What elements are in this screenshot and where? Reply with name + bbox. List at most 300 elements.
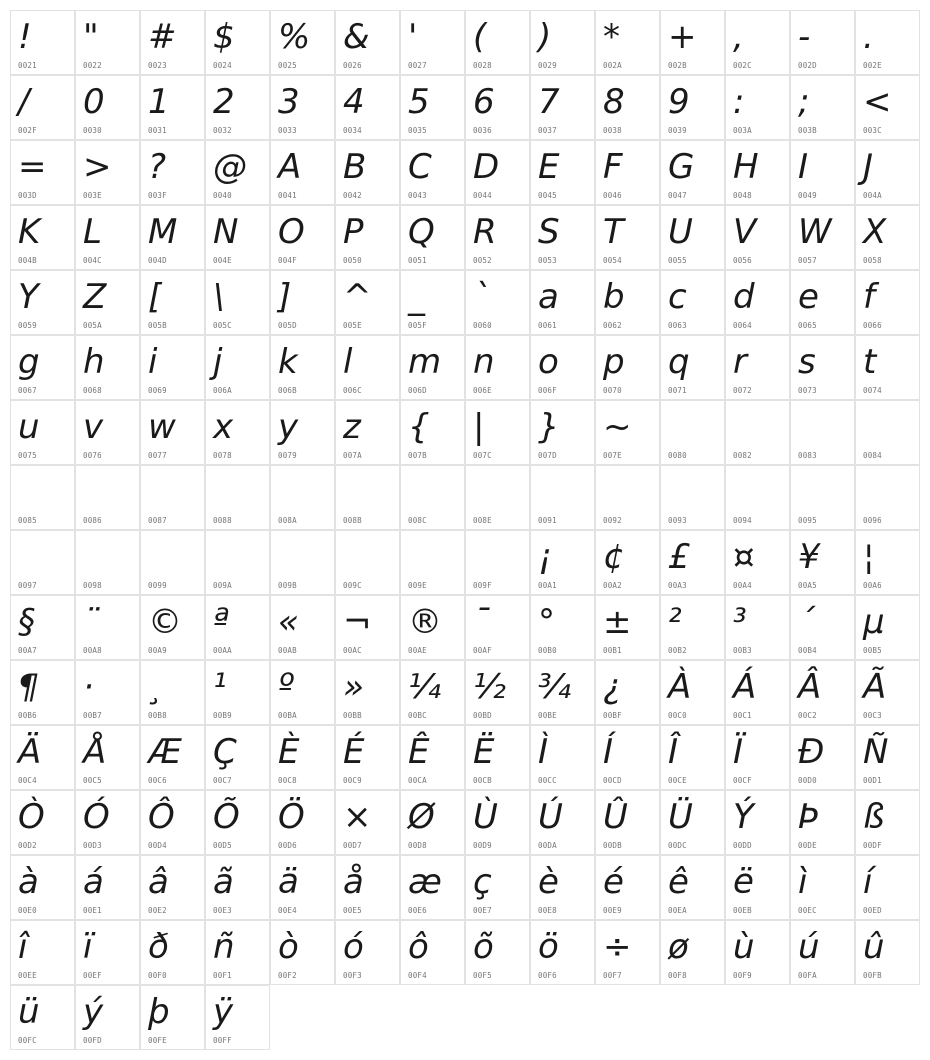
glyph-codepoint-label: 0050	[343, 256, 362, 265]
glyph-cell	[10, 530, 75, 595]
glyph-cell	[790, 270, 855, 335]
glyph-cell	[205, 725, 270, 790]
glyph-cell	[660, 75, 725, 140]
glyph-codepoint-label: 00E8	[538, 906, 557, 915]
glyph-cell	[335, 920, 400, 985]
glyph-cell	[75, 855, 140, 920]
glyph-character: 6	[473, 82, 495, 122]
glyph-character: 8	[603, 82, 625, 122]
glyph-character: æ	[408, 862, 442, 902]
glyph-codepoint-label: 00F6	[538, 971, 557, 980]
glyph-cell	[205, 855, 270, 920]
glyph-cell	[595, 75, 660, 140]
glyph-character: s	[798, 342, 816, 382]
glyph-codepoint-label: 0038	[603, 126, 622, 135]
glyph-character: §	[18, 602, 35, 642]
glyph-codepoint-label: 0091	[538, 516, 557, 525]
glyph-codepoint-label: 00B5	[863, 646, 882, 655]
glyph-character: X	[863, 212, 887, 252]
glyph-cell	[660, 270, 725, 335]
glyph-codepoint-label: 00C7	[213, 776, 232, 785]
glyph-character: V	[733, 212, 757, 252]
glyph-cell	[660, 205, 725, 270]
glyph-character: Ç	[213, 732, 237, 772]
glyph-character: °	[538, 602, 555, 642]
glyph-codepoint-label: 00C5	[83, 776, 102, 785]
glyph-codepoint-label: 0035	[408, 126, 427, 135]
glyph-character: ~	[603, 407, 632, 447]
glyph-codepoint-label: 00A8	[83, 646, 102, 655]
glyph-character: u	[18, 407, 40, 447]
glyph-codepoint-label: 00B1	[603, 646, 622, 655]
glyph-character: ñ	[213, 927, 235, 967]
glyph-codepoint-label: 00AA	[213, 646, 232, 655]
glyph-codepoint-label: 0029	[538, 61, 557, 70]
glyph-codepoint-label: 00BD	[473, 711, 492, 720]
glyph-codepoint-label: 00B8	[148, 711, 167, 720]
glyph-cell	[725, 920, 790, 985]
glyph-cell	[855, 855, 920, 920]
glyph-codepoint-label: 00BC	[408, 711, 427, 720]
glyph-character: Ý	[733, 797, 754, 837]
glyph-cell	[270, 595, 335, 660]
glyph-cell	[400, 725, 465, 790]
glyph-character: 4	[343, 82, 365, 122]
glyph-character: z	[343, 407, 361, 447]
glyph-character: a	[538, 277, 559, 317]
glyph-cell	[725, 465, 790, 530]
glyph-codepoint-label: 00C3	[863, 711, 882, 720]
glyph-codepoint-label: 0053	[538, 256, 557, 265]
glyph-character: ª	[213, 602, 230, 642]
glyph-cell	[75, 465, 140, 530]
glyph-character: Â	[798, 667, 822, 707]
glyph-cell	[10, 920, 75, 985]
glyph-character: x	[213, 407, 234, 447]
glyph-codepoint-label: 0079	[278, 451, 297, 460]
glyph-character: H	[733, 147, 759, 187]
glyph-codepoint-label: 00D6	[278, 841, 297, 850]
glyph-codepoint-label: 0074	[863, 386, 882, 395]
glyph-cell	[270, 270, 335, 335]
glyph-codepoint-label: 0021	[18, 61, 37, 70]
glyph-cell	[465, 530, 530, 595]
glyph-cell	[205, 75, 270, 140]
glyph-cell	[725, 530, 790, 595]
glyph-cell	[205, 920, 270, 985]
glyph-codepoint-label: 00BE	[538, 711, 557, 720]
glyph-cell	[465, 595, 530, 660]
glyph-codepoint-label: 0056	[733, 256, 752, 265]
glyph-codepoint-label: 00C6	[148, 776, 167, 785]
glyph-codepoint-label: 00F5	[473, 971, 492, 980]
glyph-cell	[270, 725, 335, 790]
glyph-codepoint-label: 005B	[148, 321, 167, 330]
glyph-grid	[10, 10, 920, 1050]
glyph-codepoint-label: 00F3	[343, 971, 362, 980]
glyph-character: î	[18, 927, 28, 967]
glyph-character: p	[603, 342, 625, 382]
glyph-codepoint-label: 003E	[83, 191, 102, 200]
glyph-codepoint-label: 00CA	[408, 776, 427, 785]
glyph-codepoint-label: 00CF	[733, 776, 752, 785]
glyph-character: ¼	[408, 667, 441, 707]
glyph-character: Í	[603, 732, 614, 772]
glyph-cell	[530, 595, 595, 660]
glyph-character: |	[473, 407, 485, 447]
glyph-codepoint-label: 00D5	[213, 841, 232, 850]
glyph-character: }	[538, 407, 560, 447]
glyph-cell	[400, 855, 465, 920]
glyph-codepoint-label: 007E	[603, 451, 622, 460]
glyph-codepoint-label: 004F	[278, 256, 297, 265]
glyph-codepoint-label: 0086	[83, 516, 102, 525]
glyph-codepoint-label: 009A	[213, 581, 232, 590]
glyph-cell	[660, 335, 725, 400]
glyph-character: O	[278, 212, 305, 252]
glyph-character: Ø	[408, 797, 435, 837]
glyph-cell	[725, 270, 790, 335]
glyph-cell	[270, 465, 335, 530]
glyph-codepoint-label: 00F7	[603, 971, 622, 980]
glyph-codepoint-label: 0080	[668, 451, 687, 460]
glyph-character: *	[603, 17, 620, 57]
glyph-codepoint-label: 003B	[798, 126, 817, 135]
glyph-character: ¡	[538, 537, 552, 577]
glyph-character: à	[18, 862, 39, 902]
glyph-character: N	[213, 212, 239, 252]
glyph-character: (	[473, 17, 487, 57]
glyph-codepoint-label: 00A6	[863, 581, 882, 590]
glyph-cell	[205, 140, 270, 205]
glyph-cell	[790, 400, 855, 465]
glyph-codepoint-label: 00FB	[863, 971, 882, 980]
glyph-codepoint-label: 00C1	[733, 711, 752, 720]
glyph-character: ú	[798, 927, 820, 967]
glyph-cell	[270, 790, 335, 855]
glyph-codepoint-label: 006D	[408, 386, 427, 395]
glyph-codepoint-label: 0098	[83, 581, 102, 590]
glyph-codepoint-label: 00AE	[408, 646, 427, 655]
glyph-character: ü	[18, 992, 40, 1032]
glyph-character: ô	[408, 927, 429, 967]
glyph-character: ]	[278, 277, 292, 317]
glyph-character: å	[343, 862, 364, 902]
glyph-cell	[725, 790, 790, 855]
glyph-codepoint-label: 00C2	[798, 711, 817, 720]
glyph-codepoint-label: 004A	[863, 191, 882, 200]
glyph-cell	[855, 270, 920, 335]
glyph-cell	[790, 10, 855, 75]
glyph-character: ×	[343, 797, 372, 837]
glyph-codepoint-label: 00A2	[603, 581, 622, 590]
glyph-codepoint-label: 00AB	[278, 646, 297, 655]
glyph-codepoint-label: 00EE	[18, 971, 37, 980]
glyph-codepoint-label: 0041	[278, 191, 297, 200]
glyph-cell	[335, 595, 400, 660]
glyph-codepoint-label: 00CD	[603, 776, 622, 785]
glyph-character: ?	[148, 147, 167, 187]
glyph-cell	[530, 660, 595, 725]
glyph-cell	[335, 530, 400, 595]
glyph-codepoint-label: 0022	[83, 61, 102, 70]
glyph-codepoint-label: 00C8	[278, 776, 297, 785]
glyph-character: Æ	[148, 732, 182, 772]
glyph-character: ß	[863, 797, 885, 837]
glyph-codepoint-label: 0039	[668, 126, 687, 135]
glyph-codepoint-label: 00A7	[18, 646, 37, 655]
glyph-character: ·	[83, 667, 94, 707]
glyph-character: q	[668, 342, 690, 382]
glyph-character: Ó	[83, 797, 110, 837]
glyph-cell	[855, 595, 920, 660]
glyph-codepoint-label: 00A1	[538, 581, 557, 590]
glyph-codepoint-label: 006C	[343, 386, 362, 395]
glyph-character: õ	[473, 927, 494, 967]
glyph-character: Å	[83, 732, 107, 772]
glyph-character: ´	[798, 602, 815, 642]
glyph-cell	[335, 335, 400, 400]
glyph-character: ¶	[18, 667, 40, 707]
glyph-cell	[725, 10, 790, 75]
glyph-codepoint-label: 00FA	[798, 971, 817, 980]
glyph-cell	[660, 400, 725, 465]
glyph-cell	[140, 985, 205, 1050]
glyph-cell	[465, 855, 530, 920]
glyph-cell	[140, 205, 205, 270]
glyph-character: £	[668, 537, 690, 577]
glyph-cell	[75, 790, 140, 855]
glyph-codepoint-label: 00EB	[733, 906, 752, 915]
glyph-codepoint-label: 0064	[733, 321, 752, 330]
glyph-codepoint-label: 0031	[148, 126, 167, 135]
glyph-character: :	[733, 82, 745, 122]
glyph-character: ¾	[538, 667, 571, 707]
glyph-codepoint-label: 009B	[278, 581, 297, 590]
glyph-character: ¥	[798, 537, 820, 577]
glyph-character: &	[343, 17, 370, 57]
glyph-cell	[855, 205, 920, 270]
glyph-cell	[270, 10, 335, 75]
glyph-cell	[530, 75, 595, 140]
glyph-codepoint-label: 00A5	[798, 581, 817, 590]
glyph-character: Ù	[473, 797, 498, 837]
glyph-codepoint-label: 002D	[798, 61, 817, 70]
glyph-cell	[725, 660, 790, 725]
glyph-character: S	[538, 212, 560, 252]
glyph-cell	[140, 595, 205, 660]
glyph-cell	[10, 465, 75, 530]
glyph-cell	[205, 530, 270, 595]
glyph-cell	[855, 400, 920, 465]
glyph-codepoint-label: 007A	[343, 451, 362, 460]
glyph-codepoint-label: 0055	[668, 256, 687, 265]
glyph-codepoint-label: 00D2	[18, 841, 37, 850]
glyph-codepoint-label: 00E2	[148, 906, 167, 915]
glyph-codepoint-label: 00BF	[603, 711, 622, 720]
glyph-codepoint-label: 00EC	[798, 906, 817, 915]
glyph-codepoint-label: 00BA	[278, 711, 297, 720]
glyph-character: j	[213, 342, 223, 382]
glyph-cell	[140, 790, 205, 855]
glyph-codepoint-label: 00DF	[863, 841, 882, 850]
glyph-cell	[140, 855, 205, 920]
glyph-codepoint-label: 008E	[473, 516, 492, 525]
glyph-character: Ü	[668, 797, 693, 837]
glyph-cell	[10, 335, 75, 400]
glyph-cell	[335, 270, 400, 335]
glyph-character: [	[148, 277, 162, 317]
glyph-cell	[595, 920, 660, 985]
glyph-codepoint-label: 0065	[798, 321, 817, 330]
glyph-cell	[790, 855, 855, 920]
glyph-codepoint-label: 00EA	[668, 906, 687, 915]
glyph-character: Ï	[733, 732, 744, 772]
glyph-cell	[10, 400, 75, 465]
glyph-cell	[790, 75, 855, 140]
glyph-codepoint-label: 006A	[213, 386, 232, 395]
glyph-cell	[855, 140, 920, 205]
glyph-character: º	[278, 667, 295, 707]
glyph-character: w	[148, 407, 176, 447]
glyph-cell	[335, 660, 400, 725]
glyph-cell	[855, 725, 920, 790]
glyph-character: e	[798, 277, 819, 317]
glyph-cell	[465, 270, 530, 335]
glyph-character: Ò	[18, 797, 45, 837]
glyph-character: Õ	[213, 797, 240, 837]
glyph-cell	[10, 270, 75, 335]
glyph-codepoint-label: 007B	[408, 451, 427, 460]
glyph-cell	[205, 400, 270, 465]
glyph-cell	[400, 140, 465, 205]
glyph-character: C	[408, 147, 432, 187]
glyph-character: í	[863, 862, 873, 902]
glyph-codepoint-label: 004C	[83, 256, 102, 265]
glyph-codepoint-label: 007D	[538, 451, 557, 460]
glyph-cell	[660, 10, 725, 75]
glyph-cell	[530, 335, 595, 400]
glyph-character: T	[603, 212, 624, 252]
glyph-character: 5	[408, 82, 430, 122]
glyph-cell	[270, 920, 335, 985]
glyph-codepoint-label: 0037	[538, 126, 557, 135]
glyph-codepoint-label: 006B	[278, 386, 297, 395]
glyph-cell	[270, 530, 335, 595]
glyph-cell	[725, 75, 790, 140]
glyph-codepoint-label: 00C0	[668, 711, 687, 720]
glyph-cell	[205, 270, 270, 335]
glyph-cell	[75, 140, 140, 205]
glyph-cell	[205, 335, 270, 400]
glyph-codepoint-label: 0027	[408, 61, 427, 70]
glyph-character: ã	[213, 862, 234, 902]
glyph-codepoint-label: 00C4	[18, 776, 37, 785]
glyph-cell	[140, 920, 205, 985]
glyph-cell	[530, 790, 595, 855]
glyph-codepoint-label: 0032	[213, 126, 232, 135]
glyph-codepoint-label: 00B7	[83, 711, 102, 720]
glyph-cell	[400, 465, 465, 530]
glyph-character: `	[473, 277, 490, 317]
glyph-character: G	[668, 147, 695, 187]
glyph-codepoint-label: 00CE	[668, 776, 687, 785]
glyph-cell	[10, 855, 75, 920]
glyph-cell	[335, 140, 400, 205]
glyph-cell	[140, 725, 205, 790]
glyph-cell	[335, 465, 400, 530]
glyph-codepoint-label: 00D9	[473, 841, 492, 850]
glyph-cell	[335, 205, 400, 270]
glyph-cell	[465, 660, 530, 725]
glyph-character: É	[343, 732, 365, 772]
glyph-cell	[400, 10, 465, 75]
glyph-codepoint-label: 0051	[408, 256, 427, 265]
glyph-codepoint-label: 00CC	[538, 776, 557, 785]
glyph-codepoint-label: 002B	[668, 61, 687, 70]
glyph-character: {	[408, 407, 430, 447]
glyph-character: L	[83, 212, 102, 252]
glyph-codepoint-label: 00E1	[83, 906, 102, 915]
glyph-cell	[10, 140, 75, 205]
glyph-character: Û	[603, 797, 628, 837]
glyph-character: k	[278, 342, 298, 382]
glyph-cell	[400, 920, 465, 985]
glyph-character: á	[83, 862, 104, 902]
glyph-character: Z	[83, 277, 107, 317]
glyph-codepoint-label: 00E7	[473, 906, 492, 915]
glyph-cell	[205, 205, 270, 270]
glyph-codepoint-label: 00D3	[83, 841, 102, 850]
glyph-cell	[10, 75, 75, 140]
glyph-cell	[270, 205, 335, 270]
glyph-cell	[270, 75, 335, 140]
glyph-codepoint-label: 0040	[213, 191, 232, 200]
glyph-cell	[595, 335, 660, 400]
glyph-character: 2	[213, 82, 235, 122]
glyph-character: '	[408, 17, 418, 57]
glyph-cell	[335, 10, 400, 75]
glyph-character: n	[473, 342, 495, 382]
glyph-character: ¨	[83, 602, 100, 642]
glyph-cell	[660, 660, 725, 725]
glyph-cell	[855, 75, 920, 140]
glyph-codepoint-label: 0047	[668, 191, 687, 200]
glyph-character: ½	[473, 667, 506, 707]
glyph-character: ,	[733, 17, 744, 57]
glyph-character: Þ	[798, 797, 819, 837]
glyph-character: D	[473, 147, 500, 187]
glyph-codepoint-label: 00A9	[148, 646, 167, 655]
glyph-codepoint-label: 0062	[603, 321, 622, 330]
glyph-cell	[725, 400, 790, 465]
glyph-codepoint-label: 0078	[213, 451, 232, 460]
glyph-cell	[855, 530, 920, 595]
glyph-cell	[660, 790, 725, 855]
glyph-cell	[140, 465, 205, 530]
glyph-character: Ö	[278, 797, 305, 837]
glyph-codepoint-label: 0048	[733, 191, 752, 200]
glyph-codepoint-label: 004B	[18, 256, 37, 265]
glyph-codepoint-label: 002F	[18, 126, 37, 135]
glyph-cell	[140, 530, 205, 595]
glyph-character: i	[148, 342, 158, 382]
glyph-codepoint-label: 00D4	[148, 841, 167, 850]
glyph-cell	[530, 465, 595, 530]
glyph-character: B	[343, 147, 367, 187]
glyph-cell	[335, 400, 400, 465]
glyph-character: û	[863, 927, 885, 967]
